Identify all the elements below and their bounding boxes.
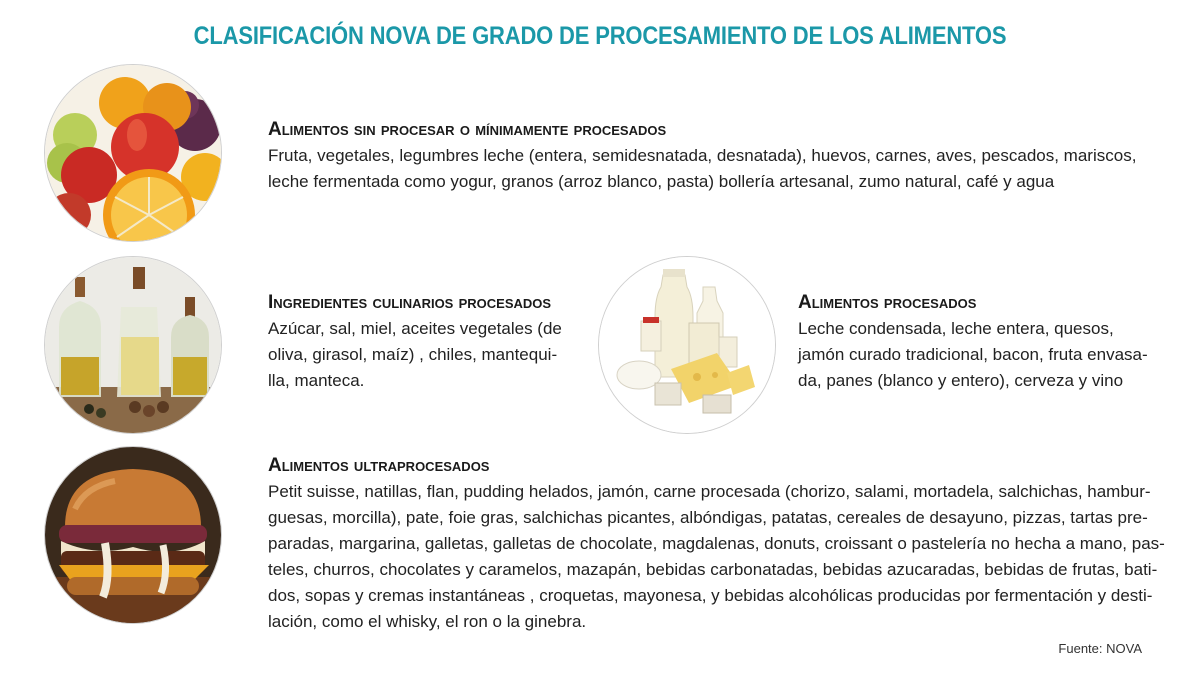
body-line: Leche condensada, leche entera, quesos,: [798, 319, 1114, 338]
body-line: jamón curado tradicional, bacon, fruta envasa-: [798, 345, 1148, 364]
body-line: dos, sopas y cremas instantáneas , croquetas, mayonesa, y bebidas alcohólicas producidas por fermentación y desti-: [268, 586, 1153, 605]
burger-photo: [44, 446, 222, 624]
body-line: oliva, girasol, maíz) , chiles, mantequi-: [268, 345, 558, 364]
section-heading: Alimentos procesados: [798, 292, 977, 313]
body-line: Azúcar, sal, miel, aceites vegetales (de: [268, 319, 562, 338]
section-heading: Alimentos ultraprocesados: [268, 455, 490, 476]
body-line: Fruta, vegetales, legumbres leche (entera, semidesnatada, desnatada), huevos, carnes, aves, pescados, mariscos,: [268, 146, 1137, 165]
page-title: CLASIFICACIÓN NOVA DE GRADO DE PROCESAMIENTO DE LOS ALIMENTOS: [193, 22, 1007, 50]
body-line: da, panes (blanco y entero), cerveza y vino: [798, 371, 1124, 390]
section-body: [268, 143, 1148, 195]
body-line: lla, manteca.: [268, 371, 365, 390]
body-line: teles, churros, chocolates y caramelos, mazapán, bebidas carbonatadas, bebidas azucaradas, bebidas de frutas, bati-: [268, 560, 1158, 579]
body-line: leche fermentada como yogur, granos (arroz blanco, pasta) bollería artesanal, zumo natural, café y agua: [268, 172, 1055, 191]
dairy-photo: [598, 256, 776, 434]
section-body: [798, 316, 1158, 394]
body-line: paradas, margarina, galletas, galletas de chocolate, magdalenas, donuts, croissant o pastelería no hecha a mano, pas-: [268, 534, 1165, 553]
section-processed: [798, 290, 1158, 394]
fruits-photo: [44, 64, 222, 242]
section-heading: Ingredientes culinarios procesados: [268, 292, 552, 313]
section-body: [268, 479, 1168, 635]
section-body: [268, 316, 588, 394]
body-line: lación, como el whisky, el ron o la ginebra.: [268, 612, 587, 631]
source-credit: Fuente: NOVA: [1058, 641, 1142, 656]
body-line: Petit suisse, natillas, flan, pudding helados, jamón, carne procesada (chorizo, salami, mortadela, salchichas, hambur-: [268, 482, 1151, 501]
body-line: guesas, morcilla), pate, foie gras, salchichas picantes, albóndigas, patatas, cereales de desayuno, pizzas, tartas pre-: [268, 508, 1148, 527]
section-culinary-ingredients: [268, 290, 588, 394]
section-ultraprocessed: [268, 453, 1168, 635]
oils-photo: [44, 256, 222, 434]
section-unprocessed: [268, 117, 1148, 195]
section-heading: Alimentos sin procesar o mínimamente procesados: [268, 119, 667, 140]
